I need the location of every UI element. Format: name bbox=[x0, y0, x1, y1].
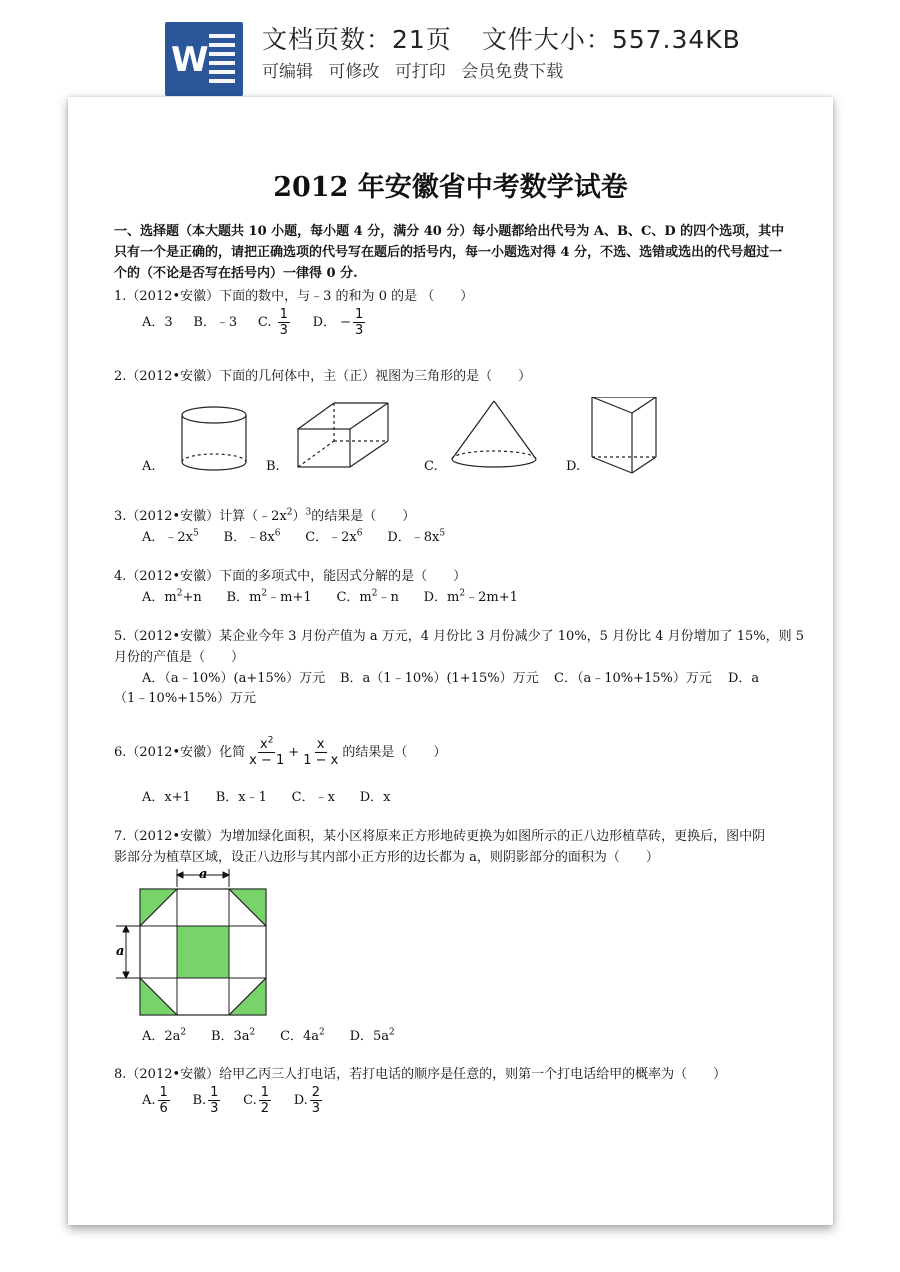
q1-option-b: B．﹣3 bbox=[193, 315, 238, 330]
q2-option-d: D. bbox=[566, 459, 581, 474]
question-7-options bbox=[142, 1025, 395, 1044]
q7-option-b: B．$3a^2$ bbox=[210, 1027, 256, 1044]
q1-option-d-fraction: $\frac{1}{3}$ bbox=[355, 307, 364, 338]
feature-list bbox=[262, 57, 573, 82]
q3-option-d: D．$﹣8x^5$ bbox=[387, 528, 446, 545]
q8-option-c-fraction: $\frac{1}{2}$ bbox=[260, 1085, 270, 1116]
question-8-stem: 8.（2012•安徽）给甲乙丙三人打电话，若打电话的顺序是任意的，则第一个打电话给甲的概率为（ ） bbox=[114, 1067, 727, 1082]
q8-option-a-fraction: $\frac{1}{6}$ bbox=[159, 1085, 168, 1116]
q1-option-c-fraction: $\frac{1}{3}$ bbox=[279, 307, 288, 338]
feature-editable: 可编辑 bbox=[262, 62, 313, 82]
q7-label-left: a bbox=[116, 944, 125, 959]
word-icon bbox=[165, 22, 243, 96]
q2-option-b: B. bbox=[266, 459, 280, 474]
question-7-stem-line-1: 7.（2012•安徽）为增加绿化面积，某小区将原来正方形地砖更换为如图所示的正八边形植草砖，更换后，图中阴 bbox=[114, 829, 766, 844]
q5-option-a: A．（a﹣10%）(a+15%）万元 bbox=[142, 671, 326, 686]
document-page bbox=[68, 97, 833, 1225]
section-instructions: 一、选择题（本大题共 10 小题，每小题 4 分，满分 40 分）每小题都给出代号为 A、B、C、D 的四个选项，其中只有一个是正确的，请把正确选项的代号写在题后的括号内，每一小题选对得 4 分，不选、选错或选出的代号超过一个的（不论是否写在括号内）一律得 0 分. bbox=[114, 224, 785, 281]
q7-option-c: C．$4a^2$ bbox=[280, 1027, 325, 1044]
q6-option-c: C．﹣x bbox=[291, 790, 335, 805]
question-7-stem-line-2: 影部分为植草区域，设正八边形与其内部小正方形的边长都为 a，则阴影部分的面积为（ ） bbox=[114, 850, 659, 865]
q6-fraction-1: $\frac{x^2}{x - 1}$ bbox=[249, 735, 285, 768]
q1-option-c: C. bbox=[257, 315, 272, 330]
q6-option-a: A．x+1 bbox=[142, 790, 191, 805]
question-4-stem: 4.（2012•安徽）下面的多项式中，能因式分解的是（ ） bbox=[114, 569, 467, 584]
q1-option-d: D． bbox=[312, 315, 336, 330]
q3-option-b: B．$﹣8x^6$ bbox=[223, 528, 281, 545]
q7-label-top: a bbox=[199, 867, 208, 882]
q4-option-a: A．$m^2+n$ bbox=[142, 588, 202, 605]
page-title: 2012 年安徽省中考数学试卷 bbox=[273, 172, 628, 203]
q8-option-b: B. bbox=[192, 1093, 207, 1108]
q7-option-a: A．$2a^2$ bbox=[142, 1027, 187, 1044]
q7-option-d: D．$5a^2$ bbox=[349, 1027, 395, 1044]
document-info-banner bbox=[0, 0, 900, 100]
question-3-stem: 3.（2012•安徽）计算$(﹣2x^2)^3$的结果是（ ） bbox=[114, 507, 416, 524]
question-3-options bbox=[142, 526, 445, 545]
q8-option-d-fraction: $\frac{2}{3}$ bbox=[311, 1085, 321, 1116]
cylinder-shape bbox=[182, 407, 246, 470]
question-8-options bbox=[142, 1085, 324, 1116]
q2-option-c: C. bbox=[424, 459, 438, 474]
file-size: 文件大小：557.34KB bbox=[481, 25, 741, 54]
question-4-options bbox=[142, 586, 518, 605]
q6-option-b: B．x﹣1 bbox=[215, 790, 267, 805]
q6-option-d: D．x bbox=[359, 790, 391, 805]
q8-option-b-fraction: $\frac{1}{3}$ bbox=[210, 1085, 219, 1116]
q8-option-a: A. bbox=[142, 1093, 156, 1108]
cuboid-shape bbox=[298, 403, 388, 467]
q4-option-d: D．$m^2﹣2m+1$ bbox=[423, 588, 518, 605]
feature-modifiable: 可修改 bbox=[328, 62, 380, 82]
question-6-stem: 6.（2012•安徽）化简 $\frac{x^2}{x - 1}$ + $\frac{x}{1 - x}$ 的结果是（ ） bbox=[114, 735, 447, 768]
q2-option-a: A. bbox=[142, 459, 156, 474]
question-5-stem-line-1: 5.（2012•安徽）某企业今年 3 月份产值为 a 万元，4 月份比 3 月份减少了 10%，5 月份比 4 月份增加了 15%，则 5 bbox=[114, 629, 805, 644]
q4-option-b: B．$m^2﹣m+1$ bbox=[226, 588, 312, 605]
word-logo-letter: W bbox=[171, 40, 209, 80]
question-2-stem: 2.（2012•安徽）下面的几何体中，主（正）视图为三角形的是（ ） bbox=[114, 369, 532, 384]
q7-octagon-tile-figure bbox=[114, 867, 274, 1017]
question-1-options: A．3 B．﹣3 C. $\frac{1}{3}$ D． − $\frac{1}{3}$ bbox=[142, 307, 364, 338]
question-6-options bbox=[142, 786, 390, 805]
q1-option-a: A．3 bbox=[142, 315, 173, 330]
inner-square bbox=[177, 926, 229, 978]
q5-option-c: C．（a﹣10%+15%）万元 bbox=[554, 671, 712, 686]
feature-printable: 可打印 bbox=[394, 62, 446, 82]
q4-option-c: C．$m^2﹣n$ bbox=[336, 588, 399, 605]
triangular-prism-shape bbox=[592, 397, 656, 473]
q3-option-a: A．$﹣2x^5$ bbox=[142, 528, 199, 545]
q5-option-d-continued: （1﹣10%+15%）万元 bbox=[114, 691, 256, 706]
cone-shape bbox=[452, 401, 536, 467]
q5-option-d: D．a bbox=[728, 671, 760, 686]
q3-option-c: C．$﹣2x^6$ bbox=[305, 528, 363, 545]
q8-option-d: D. bbox=[293, 1093, 308, 1108]
file-info bbox=[262, 20, 741, 56]
q8-option-c: C. bbox=[243, 1093, 257, 1108]
question-5-stem-line-2: 月份的产值是（ ） bbox=[114, 650, 245, 665]
q6-fraction-2: $\frac{x}{1 - x}$ bbox=[303, 737, 339, 768]
question-1-stem: 1.（2012•安徽）下面的数中，与﹣3 的和为 0 的是 （ ） bbox=[114, 289, 474, 304]
q5-option-b: B．a（1﹣10%）(1+15%）万元 bbox=[340, 671, 539, 686]
feature-free-download: 会员免费下载 bbox=[461, 62, 564, 82]
page-count: 文档页数：21页 bbox=[262, 25, 452, 54]
q2-solids-figure bbox=[158, 397, 758, 477]
